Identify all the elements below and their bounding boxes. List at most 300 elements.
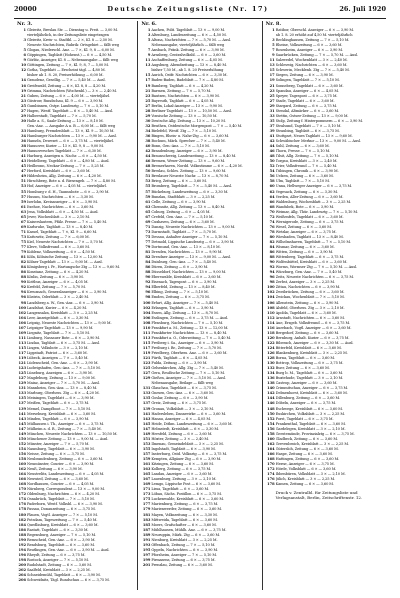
entry-text: Leipzig, Neueste Nachrichten — 13 × — 9,00 M.	[27, 320, 112, 325]
entry-text: Apolda, Tageblatt — 6 × — 3,60 M.	[275, 310, 337, 315]
entry-text: Speyer, Tagespost — 6 × — 3,75 M.	[275, 93, 338, 98]
entry-number: 122	[267, 340, 275, 345]
entry-number: 79	[20, 250, 26, 255]
entry-text: Bromberg, Tageblatt — 7 × — 5,40 M. — Ausl.	[151, 184, 232, 189]
entry-number: 141	[142, 411, 151, 416]
entry-number: 57	[145, 189, 151, 194]
entry-number: 77	[20, 245, 26, 250]
entry-text: Koblenz, Volkszeitung — 6 × — 4,50 M.	[27, 250, 96, 255]
entry-text: Dillenburg, Zeitung — 6 × — 3,60 M.	[275, 396, 341, 401]
entry-number: 1	[147, 28, 151, 32]
entry-text: Düren, Zeitung — 6 × — 3,90 M.	[151, 265, 209, 270]
entry-number: 7	[272, 48, 275, 53]
entry-text: Heide, Dithm. Landeszeitung — 6 × — 3,60 M.	[151, 421, 233, 426]
entry-number: 162	[267, 441, 275, 446]
entry-number: 120	[267, 335, 275, 340]
entry-number: 111	[18, 335, 26, 340]
entry-number: 38	[20, 144, 26, 149]
entry-number: 96	[269, 275, 275, 280]
entry-number: 79	[145, 245, 151, 250]
entry-text: Göppingen, Tagblatt (Hohenst.) — 6 × — 4,50 M.	[27, 53, 113, 58]
entry-number: 176	[267, 477, 275, 482]
entry-number: 88	[145, 270, 151, 275]
entry-number: 35	[269, 118, 275, 123]
entry-text: Saarbrücken, Zeitung — 7 × — 5,70 M. — Ausl.	[275, 53, 359, 58]
entry-text: Münchener Zeitung — 13 × — 9,00 M. — Ausl.	[27, 436, 109, 441]
entry-number: 158	[18, 456, 26, 461]
entry-text: Ratibor, Oberschl. Anzeiger — 6 × — 3,90 M.	[275, 28, 355, 32]
entry-text: Regensburg, Anzeiger — 7 × — 5,10 M.	[27, 532, 97, 537]
entry-number: 164	[267, 446, 275, 451]
entry-number: 9	[23, 58, 26, 63]
entry-number: 154	[18, 446, 26, 451]
entry-text: Hörde, Volksblatt — 6 × — 3,60 M.	[275, 467, 337, 472]
entry-text: Auerbach, Vogtl. Anzeiger — 6 × — 3,60 M.	[275, 325, 352, 330]
entry-number: 29	[20, 113, 26, 118]
entry-text: Buer, Zeitung — 6 × — 3,60 M.	[275, 366, 330, 371]
entry-number: 110	[267, 310, 275, 315]
entry-number: 194	[18, 547, 26, 552]
entry-number: 98	[145, 295, 151, 300]
entry-text: Euskirchen, Volksblatt — 3 × — 2,25 M.	[275, 411, 345, 416]
entry-text: München, Neueste Nachrichten — 13 × — 10,50 M.	[27, 431, 118, 436]
entry-number: 178	[267, 482, 275, 487]
entry-number: 49	[20, 174, 26, 179]
entry-text: Recklinghausen, Zeitung — 7 × — 5,10 M.	[275, 38, 350, 43]
entry-number: 3	[23, 38, 26, 43]
entry-number: 90	[20, 280, 26, 285]
entry-number: 94	[145, 285, 151, 290]
entry-text: Mayen, Volkszeitung — 6 × — 3,30 M.	[151, 512, 218, 517]
entry-text: Düsseldorf, Nachrichten — 13 × — 9,00 M.	[151, 270, 227, 275]
entry-text: Neubrandenburg, Zeitung — 6 × — 3,60 M.	[27, 456, 104, 461]
entry-text: Greiz, Zeitung — 6 × — 3,75 M.	[151, 401, 207, 406]
entry-number: 86	[20, 270, 26, 275]
entry-text: Kölner Tageblatt — 13 × — 9,00 M. — Ausl.	[27, 260, 103, 265]
entry-number: 192	[18, 542, 26, 547]
entry-text: Eisenach, Tagespost — 6 × — 3,90 M.	[151, 280, 218, 285]
entry-text: Burg b. M., Tageblatt — 6 × — 3,60 M.	[275, 371, 344, 376]
entry-text: Borna, Tageblatt — 6 × — 3,60 M.	[275, 356, 336, 361]
entry-text: Grevenbroich, Kreisblatt — 3 × — 2,25 M.	[275, 441, 349, 446]
entry-number: 13	[269, 63, 275, 68]
entry-text: Elbing, Zeitung — 7 × — 5,10 M.	[151, 290, 209, 295]
entry-number: 48	[145, 164, 151, 169]
entry-text: Lauenburg, Zeitung — 3 × — 2,10 M.	[151, 477, 217, 482]
entry-text: Neueste Nachrichten, Rubrik: Ortsgebiet — fällt weg	[27, 43, 120, 48]
entry-number: 108	[267, 305, 275, 310]
entry-text: Kassel, Tageblatt — 7 ×, Kl. 9 — 6,60 M.	[27, 229, 98, 234]
entry-number: 71	[145, 224, 151, 229]
entry-text: Homburg v. d. H., Taunusbote — 6 × — 3,90 M.	[27, 189, 110, 194]
entry-text: Mülhausen i. Th., Anzeiger — 6 × — 3,75 M.	[27, 421, 105, 426]
entry-text: Liegnitz, Tageblatt — 7 × — 5,10 M.	[27, 330, 90, 335]
entry-text: Aschaffenburg, Zeitung — 6 × — 4,05 M.	[151, 58, 223, 63]
entry-number: 144	[267, 396, 275, 401]
entry-text: Wolfenbüttel, Kreisblatt — 6 × — 3,60 M.	[275, 260, 348, 265]
entry-number: 107	[18, 325, 26, 330]
entry-number: 142	[267, 391, 275, 396]
entry-text: Gnesen, Gen.-Anz. — 6 × — 3,60 M.	[151, 391, 214, 396]
entry-text: Worms, Wormser Ztg — 7 × — 5,10 M. — Ausl.	[275, 265, 358, 270]
entry-number: 148	[267, 406, 275, 411]
entry-text: Fulda, Zeitung — 6 × — 3,90 M.	[151, 361, 208, 366]
entry-number: 11	[269, 58, 275, 63]
entry-number: 158	[267, 431, 275, 436]
entry-text: Waldenburg, Wochenblatt — 3 × — 2,25 M.	[275, 199, 352, 204]
entry-number: 174	[267, 472, 275, 477]
entry-number: 177	[142, 502, 151, 507]
entry-text: Heidelberg, Tageblatt — 6 × — 4,80 M. — Ausl.	[27, 159, 110, 164]
entry-text: Geestemünde, Provinzialztg — 6 × — 3,75 M.	[275, 431, 355, 436]
entry-text: Lindau, Tagblatt — 6 × — 3,75 M. — Ausl.	[27, 340, 101, 345]
entry-text: Neuwied, Zeitung — 6 × — 3,60 M.	[27, 477, 89, 482]
entry-number: 199	[142, 557, 151, 562]
entry-number: 113	[142, 335, 151, 340]
entry-text: Forst, Tageblatt — 6 × — 3,75 M.	[275, 416, 334, 421]
entry-text: Moers, Grafschafter — 6 × — 3,60 M.	[151, 522, 217, 527]
entry-text: Herford, Kreisblatt — 6 × — 3,60 M.	[27, 169, 91, 174]
entry-text: Stolp, Zeitung f. Hinterpommern — 6 × — 3,90 M.	[275, 118, 364, 123]
entry-number: 5	[272, 43, 275, 48]
entry-number: 55	[145, 184, 151, 189]
entry-text: Unna, Hellweger Anzeiger — 6 × — 3,75 M.	[275, 184, 353, 189]
entry-number: 36	[20, 139, 26, 144]
entry-number: 27	[269, 98, 275, 103]
entry-text: Nordhausen, Courier — 6 × — 4,05 M.	[27, 482, 95, 487]
entry-number: 80	[269, 234, 275, 239]
entry-text: Gumbinnen, Ostpr. Landesztg — 7 × — 5,10 M.	[27, 103, 110, 108]
entry-text: Küstrin, Oderblatt — 3 × — 2,40 M.	[27, 295, 90, 300]
column-1	[14, 21, 137, 590]
entry-number: 47	[20, 169, 26, 174]
entry-number: 30	[20, 118, 26, 123]
entry-number: 41	[269, 133, 275, 138]
entry-text: Reutlingen, Gen.-Anz. — 6 × — 3,90 M. — Ausl.	[27, 547, 110, 552]
entry-text: Frankfurt a. O., Oderzeitung — 7 × — 5,40 M.	[151, 335, 232, 340]
entry-text: Aue, Erzgeb. Volksfreund — 6 × — 3,75 M.	[275, 320, 351, 325]
entry-number: 9	[272, 53, 275, 58]
entry-number: 45	[20, 164, 26, 169]
entry-number: 127	[142, 371, 151, 376]
entry-text: Köln, Kölnische Zeitung — 13 × — 12,00 M.	[27, 255, 104, 260]
entry-text: Neuß, Zeitung — 6 × — 3,90 M.	[27, 467, 83, 472]
entry-number: 43	[20, 159, 26, 164]
entry-text: Kiel, Neueste Nachrichten — 7 × — 5,70 M.	[27, 239, 104, 244]
column-heading: Nr. 6.	[141, 21, 157, 27]
entry-text: Chemnitz, Allg. Zeitung — 13 × — 8,40 M.	[151, 204, 226, 209]
entry-text: Merseburg, Kreisblatt — 6 × — 3,60 M.	[27, 411, 96, 416]
entry-number: 41	[20, 154, 26, 159]
entry-number: 166	[18, 477, 26, 482]
entry-text: Kaiserslautern, Pfälz. Presse — 7 × — 5,40 M.	[27, 219, 107, 224]
entry-text: Höxter, Zeitung — 3 × — 2,40 M.	[151, 436, 210, 441]
entry-text: Buxtehude, Tageblatt — 3 × — 2,10 M.	[275, 376, 344, 381]
entry-text: Bielefeld, Westf. Ztg — 7 × — 5,10 M.	[151, 128, 217, 133]
entry-number: 14	[20, 78, 26, 83]
entry-text: Stargard, Zeitung — 6 × — 3,75 M.	[275, 103, 338, 108]
entry-text: Konstanz, Zeitung — 6 × — 4,20 M.	[27, 270, 90, 275]
entry-number: 183	[142, 517, 151, 522]
entry-text: Potsdam, Tageszeitung — 7 × — 5,40 M.	[27, 517, 98, 522]
entry-text: Marburg, Oberhess. Ztg — 6 × — 4,20 M.	[27, 391, 100, 396]
entry-number: 140	[267, 386, 275, 391]
entry-text: Bergedorf, Zeitung — 6 × — 3,60 M.	[275, 330, 340, 335]
entry-text: Wittenberg, Tageblatt — 6 × — 3,75 M.	[275, 255, 345, 260]
entry-text: Iserlohn, Kreisanzeiger — 6 × — 3,90 M.	[27, 199, 98, 204]
entry-text: Kolberg, Zeitung — 6 × — 3,75 M.	[151, 467, 212, 472]
entry-text: Gera, Reußische Zeitung — 7 × — 5,10 M.	[151, 371, 226, 376]
entry-number: 137	[142, 401, 151, 406]
entry-number: 111	[142, 330, 151, 335]
entry-number: 21	[145, 88, 151, 93]
entry-text: Detmold, Lippische Landesztg — 6 × — 3,90 M.	[151, 239, 235, 244]
entry-number: 115	[18, 345, 26, 350]
entry-text: Hirschberg, Bote a. d. Riesengeb. — 7 × — 4,80 M.	[27, 179, 116, 184]
entry-number: 170	[267, 462, 275, 467]
entry-text: Gladbeck, Zeitung — 6 × — 3,60 M.	[275, 436, 339, 441]
entry-text: Ibbenbüren, Volksblatt — 3 × — 2,10 M.	[275, 472, 346, 477]
entry-text: Wiesbaden, Tagblatt — 13 × — 8,40 M.	[275, 234, 344, 239]
entry-number: 131	[142, 386, 151, 391]
entry-number: 52	[269, 164, 275, 169]
entry-number: 96	[20, 295, 26, 300]
columns	[14, 21, 386, 590]
entry-text: Eberswalde, Kreisblatt — 6 × — 3,60 M.	[151, 275, 222, 280]
entry-number: 17	[145, 78, 151, 83]
entry-number: 82	[145, 255, 151, 260]
entry-text: Hameln, Dewezet — 6 × — 3,75 M. — vierteljährl.	[27, 139, 114, 144]
entry-number: 37	[269, 123, 275, 128]
entry-number: 46	[145, 159, 151, 164]
entry-text: Duisburg, Gen.-Anz. — 7 × — 5,40 M.	[151, 260, 217, 265]
entry-text: Hof, Anzeiger — 6 × — 4,05 M. — vierteljährl.	[27, 184, 107, 189]
entry-text: Ulm, Tagblatt — 7 × — 5,10 M.	[275, 179, 330, 184]
entry-text: Landau, Anzeiger — 6 × — 3,60 M.	[151, 472, 213, 477]
entry-text: Prenzlau, Zeitung — 6 × — 3,60 M.	[151, 562, 213, 567]
entry-text: Gelsenkirchen, Allg. Ztg — 7 × — 5,40 M.	[151, 366, 224, 371]
entry-text: Celle, Zeitung — 6 × — 3,90 M.	[151, 199, 207, 204]
entry-text: Jever, Wochenblatt — 3 × — 2,10 M.	[27, 214, 90, 219]
entry-text: Sonneberg, Tageblatt — 6 × — 3,60 M.	[275, 83, 344, 88]
entry-text: Memel, Dampfboot — 7 × — 5,10 M.	[27, 406, 91, 411]
entry-number: 96	[145, 290, 151, 295]
entry-text: Harburg, Anzeigen u. Nachr. — 6 × — 4,50 M.	[27, 154, 108, 159]
entry-text: vierteljährlich, in der Zeitungsliste eingetragen	[27, 33, 109, 38]
entry-number: 135	[142, 396, 151, 401]
entry-text: Eschwege, Kreisblatt — 6 × — 3,60 M.	[275, 406, 343, 411]
entry-text: Kattowitz, Zeitung — 7 × — 6,00 M.	[27, 234, 90, 239]
entry-text: Meiningen, Tageblatt — 6 × — 3,90 M.	[27, 396, 95, 401]
entry-text: Hannoversches Tageblatt — 7 × — 6,30 M.	[27, 149, 102, 154]
entry-number: 149	[142, 431, 151, 436]
entry-text: Guben, Zeitung — 6 × — 4,00 M. — vierteljährl.	[27, 93, 111, 98]
entry-text: Kottbus, Anzeiger — 6 × — 4,05 M.	[27, 280, 89, 285]
entry-text: Beuthen, Ostdeutsche Morgenpost — 7 × — 5,40 M.	[151, 123, 243, 128]
entry-number: 113	[18, 340, 26, 345]
entry-number: 100	[18, 305, 26, 310]
entry-text: Landshut, Kurier — 6 × — 4,20 M.	[27, 305, 87, 310]
entry-text: Bremen, Weser-Zeitung — 13 × — 9,60 M.	[151, 159, 226, 164]
list-item	[266, 482, 383, 487]
entry-text: Plauen, Vogtl. Anzeiger — 7 × — 5,10 M.	[27, 512, 98, 517]
entry-text: Nebenausgabe, vierteljährlich — fällt weg	[151, 43, 225, 48]
entry-text: Hersfeld, Zeitung — 6 × — 3,60 M.	[151, 431, 213, 436]
entry-number: 135	[18, 396, 26, 401]
entry-text: Heilbronn, Neckar-Zeitung — 7 × — 5,25 M.	[27, 164, 105, 169]
entry-number: 77	[145, 239, 151, 244]
entry-number: 40	[145, 144, 151, 149]
entry-number: 139	[142, 406, 151, 411]
entry-text: Neustrelitz, Landeszeitung — 6 × — 4,05 M.	[27, 472, 105, 477]
entry-text: Danzig, Neueste Nachrichten — 13 × — 9,00 M.	[151, 224, 236, 229]
entry-text: Mittweida, Tageblatt — 6 × — 3,60 M.	[151, 517, 218, 522]
entry-text: Alsfeld, Oberhess. Ztg — 3 × — 2,10 M.	[275, 305, 345, 310]
entry-text: Esslingen, Zeitung — 6 × — 3,75 M. — Ausl.	[151, 315, 229, 320]
entry-text: Ansbach, Fränk. Zeitung — 6 × — 3,90 M.	[151, 48, 225, 53]
entry-text: Brieg, Zeitung — 6 × — 3,60 M.	[151, 179, 207, 184]
entry-number: 123	[142, 361, 151, 366]
entry-number: 119	[18, 356, 26, 361]
entry-number: 126	[267, 351, 275, 355]
entry-number: 161	[142, 462, 151, 467]
entry-text: Mühlhausen, Mühlh. Anz. — 6 × — 3,75 M.	[151, 527, 227, 532]
entry-text: Zerbst, Anzeiger — 3 × — 2,25 M.	[275, 280, 336, 285]
entry-number: 159	[142, 456, 151, 461]
entry-text: Hamburger Nachrichten — 13 × — 9,90 M. — Ausl.	[27, 133, 117, 138]
entry-number: 10	[20, 63, 26, 68]
entry-number: 5	[147, 38, 151, 43]
entry-text: Tilsit, Allg. Zeitung — 7 × — 5,10 M.	[275, 154, 340, 159]
entry-number: 84	[145, 260, 151, 265]
entry-text: Köslin, Zeitung — 6 × — 3,90 M.	[27, 275, 84, 280]
entry-text: Elberfeld, Zeitung — 13 × — 8,40 M.	[151, 285, 216, 290]
entry-number: 175	[142, 497, 151, 502]
entry-text: Erlangen, Tagblatt — 6 × — 3,90 M.	[151, 305, 215, 310]
entry-text: Halle a. S., Saale-Zeitung — 13 × — 8,10 M.	[27, 118, 104, 123]
entry-text: Mannheim, Gen.-Anz. — 13 × — 8,40 M.	[27, 386, 98, 391]
entry-number: 34	[145, 128, 151, 133]
entry-number: 82	[269, 239, 275, 244]
entry-text: Neumünster, Courier — 6 × — 3,90 M.	[27, 462, 95, 467]
entry-number: 50	[269, 159, 275, 164]
entry-number: 94	[269, 270, 275, 275]
entry-number: 90	[269, 260, 275, 265]
entry-number: 193	[142, 542, 151, 547]
entry-number: 19	[269, 78, 275, 83]
entry-number: 98	[269, 280, 275, 285]
entry-text: Jena, Volksblatt — 6 × — 4,50 M. — Ausl.	[27, 209, 99, 214]
entry-number: 27	[145, 103, 151, 108]
entry-number: 92	[145, 280, 151, 285]
entry-text: Straubing, Tagblatt — 6 × — 3,75 M.	[275, 128, 340, 133]
entry-number: 55	[20, 189, 26, 194]
entry-number: 137	[18, 401, 26, 406]
entry-number: 3	[147, 33, 151, 38]
entry-text: Neisse, Zeitung — 6 × — 3,75 M.	[27, 451, 85, 456]
entry-text: Thorn, Presse — 7 × — 5,10 M.	[275, 149, 331, 154]
entry-text: Salzwedel, Wochenblatt — 3 × — 2,40 M.	[275, 58, 348, 63]
entry-number: 118	[267, 330, 275, 335]
entry-number: 102	[142, 305, 151, 310]
entry-number: 104	[142, 310, 151, 315]
entry-text: Lissa, Tageblatt — 6 × — 3,60 M.	[151, 487, 210, 492]
entry-text: Crimmitschau, Anzeiger — 6 × — 3,75 M.	[275, 386, 349, 391]
entry-text: Insterburg, Ostd. Volksztg — 6 × — 3,75 M.	[151, 451, 228, 456]
entry-number: 60	[269, 184, 275, 189]
entry-number: 108	[142, 320, 151, 325]
entry-text: Biberach, Anzeiger — 6 × — 3,30 M. — Ausl.	[275, 340, 354, 345]
entry-number: 56	[269, 174, 275, 179]
entry-number: 71	[20, 229, 26, 234]
entry-text: Oppeln, Nachrichten — 6 × — 3,90 M.	[151, 547, 219, 552]
entry-number: 106	[142, 315, 151, 320]
entry-number: 25	[145, 98, 151, 103]
entry-text: Leipziger Tageblatt — 13 × — 9,90 M.	[27, 325, 94, 330]
entry-number: 197	[142, 552, 151, 557]
entry-number: 100	[267, 285, 275, 290]
entry-text: Königsberg i. Pr., Hartungsche Ztg — 13 × — 9,60 M.	[27, 265, 120, 270]
entry-number: 28	[145, 108, 151, 113]
entry-text: Ingolstadt, Tagblatt — 6 × — 3,90 M.	[151, 446, 216, 451]
entry-text: Freiburg i. Br., Zeitung — 7 × — 5,70 M.	[151, 345, 222, 350]
entry-number: 17	[269, 73, 275, 78]
entry-number: 174	[18, 497, 26, 502]
entry-text: Berliner Tageblatt — 13 × — 10,50 M. — Ausl.	[151, 108, 232, 113]
entry-text: Hannover, Kurier — 13 ×, Kl. 9, 8 — 9,00 M.	[27, 144, 104, 149]
entry-text: Breslauer Neueste Nachr. — 13 × — 8,70 M.	[151, 174, 229, 179]
entry-text: Hadersleben, Dannevirke — 6 × — 3,60 M.	[151, 411, 227, 416]
entry-text: Oldenburg, Nachrichten — 6 × — 4,20 M.	[27, 492, 100, 497]
entry-number: 67	[145, 214, 151, 219]
entry-text: Altona, Nachrichten — 7 × — 5,70 M. — Ausl.	[151, 38, 231, 43]
entry-number: 112	[267, 315, 275, 320]
entry-text: Augsburg, Abendzeitung — 13 × — 8,40 M.	[151, 63, 228, 68]
entry-text: Stettin, Ostsee-Zeitung — 13 × — 9,00 M.	[275, 113, 349, 118]
entry-number: 133	[18, 391, 26, 396]
entry-text: Limburg, Nassauer Bote — 6 × — 3,90 M.	[27, 335, 101, 340]
entry-text: Bitterfeld, Kreisblatt — 6 × — 3,60 M.	[275, 345, 342, 350]
entry-text: Dresden, Nachrichten — 13 × — 9,90 M.	[151, 250, 223, 255]
entry-text: Nebenausgabe, Beilage — fällt weg	[151, 381, 213, 386]
entry-text: Ludwigshafen, Gen.-Anz. — 7 × — 5,10 M.	[27, 366, 101, 371]
entry-text: Hagen, Westf. Tageblatt — 6 × — 5,40 M. — Ausl.	[27, 108, 114, 113]
entry-text: Remscheid, Gen.-Anz. — 6 × — 3,90 M.	[27, 537, 96, 542]
entry-text: Verden, Aller-Zeitung — 6 × — 3,60 M.	[275, 194, 344, 199]
entry-number: 25	[269, 93, 275, 98]
entry-number: 78	[269, 229, 275, 234]
entry-text: Deutsche Allg. Zeitung — 13 × — 10,20 M.	[151, 118, 226, 123]
entry-number: 98	[20, 300, 26, 305]
entry-number: 167	[142, 477, 151, 482]
entry-text: Freiberg i. Sa., Anzeiger — 6 × — 3,90 M.	[151, 340, 225, 345]
entry-text: Arnsberg, Centralvolksbl. — 6 × — 3,60 M.	[151, 53, 227, 58]
entry-text: Quedlinburg, Kreisblatt — 6 × — 3,60 M.	[27, 522, 99, 527]
entry-text: Uelzen, Zeitung — 6 × — 3,60 M.	[275, 174, 334, 179]
entry-number: 44	[269, 144, 275, 149]
entry-text: Mainz, Anzeiger — 7 × — 5,70 M. — Ausl.	[27, 381, 100, 386]
entry-number: 145	[142, 421, 151, 426]
entry-number: 102	[18, 310, 26, 315]
entry-number: 156	[18, 451, 26, 456]
entry-number: 15	[145, 73, 151, 78]
entry-text: Schwäbischer Merkur — 13 × — 9,00 M. — Ausl.	[275, 139, 361, 144]
entry-number: 92	[20, 285, 26, 290]
entry-number: 53	[20, 184, 26, 189]
entry-text: Naumburg, Tageblatt — 6 × — 3,90 M.	[27, 446, 95, 451]
entry-number: 181	[142, 512, 151, 517]
entry-number: 90	[145, 275, 151, 280]
